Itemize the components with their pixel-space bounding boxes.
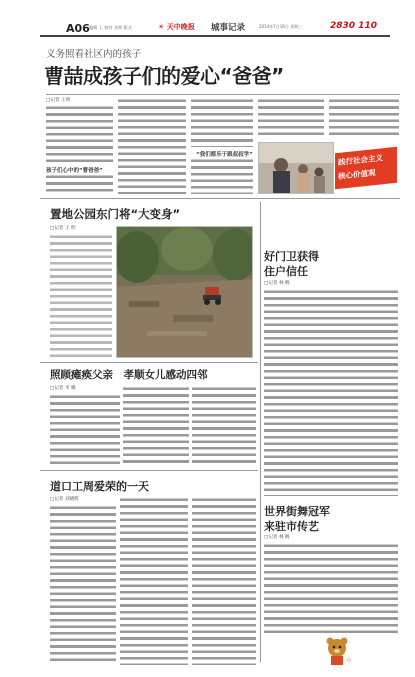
- lead-text-col-4: [258, 98, 324, 138]
- worldcup-byline: □记者 林 帆: [264, 535, 290, 540]
- park-text: [50, 234, 112, 358]
- park-bottom-rule: [40, 362, 258, 363]
- header-rule: [40, 35, 390, 37]
- care-bottom-rule: [40, 470, 258, 471]
- worldcup-text: [264, 543, 398, 637]
- masthead-text: 天中晚报: [166, 23, 195, 31]
- park-byline: □记者 王 明: [50, 226, 76, 231]
- lead-text-col-3b: [191, 158, 253, 194]
- park-photo: [116, 226, 253, 358]
- right-col-divider: [260, 202, 261, 662]
- worker-byline: □记者 刘晓辉: [50, 497, 79, 502]
- lead-text-col-3: [191, 98, 253, 147]
- bear-cartoon-icon: [323, 636, 363, 666]
- lead-photo: [258, 142, 334, 194]
- worldcup-headline-2: 来驻市传艺: [264, 520, 319, 533]
- care-text-col-3: [192, 386, 256, 466]
- worker-text-col-3: [192, 497, 256, 665]
- park-headline: 置地公园东门将“大变身”: [50, 207, 181, 221]
- guard-byline: □记者 林 帆: [264, 281, 290, 286]
- lead-text-col-1b: [46, 174, 113, 193]
- section-title: 城事记录: [211, 23, 246, 33]
- care-text-col-2: [123, 386, 189, 466]
- lead-text-col-1: [46, 105, 113, 163]
- banner-line-2: 核心价值观: [338, 168, 376, 181]
- page-code: A06: [66, 22, 90, 35]
- guard-headline-2: 住户信任: [264, 265, 308, 278]
- lead-rule: [46, 94, 400, 95]
- lead-headline: 曹喆成孩子们的爱心“爸爸”: [44, 64, 284, 88]
- svg-text:☆: ☆: [346, 656, 352, 664]
- page-header: [0, 0, 415, 36]
- lead-byline: □记者 王明: [46, 98, 71, 103]
- worldcup-headline-1: 世界街舞冠军: [264, 505, 330, 518]
- care-byline: □记者 李 娜: [50, 386, 76, 391]
- sun-logo-icon: ☀: [158, 23, 165, 31]
- date-line: 2014年7月16日 星期三: [259, 24, 303, 29]
- lead-subhead-2: “我们都乐于跟叔叔学”: [196, 152, 253, 158]
- lead-text-col-2: [118, 98, 186, 194]
- lead-bottom-rule: [40, 198, 400, 199]
- guard-headline-1: 好门卫获得: [264, 250, 319, 263]
- care-headline: 照顾瘫痪父亲 孝顺女儿感动四邻: [50, 369, 208, 381]
- lead-kicker: 义务照看社区内的孩子: [46, 49, 142, 60]
- lead-text-col-5: [329, 98, 399, 138]
- values-banner: [335, 147, 397, 190]
- lead-subhead-1: 孩子们心中的“曹爸爸”: [46, 168, 103, 174]
- editor-line: 编辑 王 校对 刘梓 版式: [89, 25, 133, 30]
- worker-headline: 道口工周爱荣的一天: [50, 480, 149, 493]
- ad-number: 2830 110: [330, 21, 377, 31]
- worker-text-col-1: [50, 505, 116, 665]
- worker-text-col-2: [120, 497, 188, 665]
- guard-text: [264, 289, 398, 496]
- care-text-col-1: [50, 394, 120, 466]
- banner-line-1: 践行社会主义: [338, 153, 383, 167]
- masthead-logo: [158, 22, 216, 33]
